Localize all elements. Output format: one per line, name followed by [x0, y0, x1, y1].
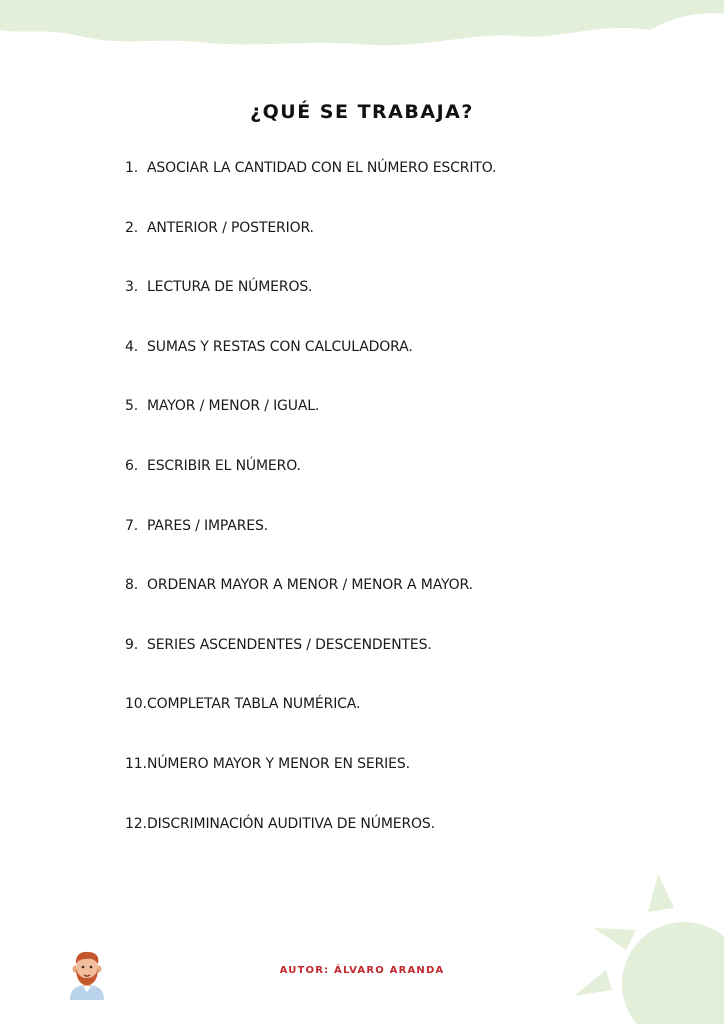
item-number: 3. [125, 279, 139, 296]
item-number: 12. [125, 815, 147, 832]
author-credit: AUTOR: ÁLVARO ARANDA [279, 965, 445, 976]
item-number: 9. [125, 636, 139, 653]
list-item [125, 398, 496, 458]
item-text: ASOCIAR LA CANTIDAD CON EL NÚMERO ESCRITO. [147, 160, 497, 176]
topic-list [125, 160, 496, 875]
item-number: 4. [125, 338, 139, 355]
item-text: LECTURA DE NÚMEROS. [147, 279, 313, 296]
item-number: 6. [125, 457, 139, 474]
cloud-decoration [0, 0, 724, 60]
item-number: 10. [125, 696, 147, 713]
list-item [125, 816, 496, 876]
item-text: ANTERIOR / POSTERIOR. [147, 219, 314, 236]
list-item [125, 696, 496, 756]
list-item [125, 458, 496, 518]
list-item [125, 220, 496, 280]
item-number: 11. [125, 755, 147, 772]
list-item [125, 637, 496, 697]
item-text: ORDENAR MAYOR A MENOR / MENOR A MAYOR. [147, 577, 473, 594]
sun-decoration-icon [574, 874, 724, 1024]
item-number: 7. [125, 517, 139, 534]
item-number: 8. [125, 577, 139, 594]
item-text: SUMAS Y RESTAS CON CALCULADORA. [147, 338, 413, 355]
list-item [125, 756, 496, 816]
list-item [125, 160, 496, 220]
page-title: ¿QUÉ SE TRABAJA? [250, 100, 474, 123]
list-item [125, 279, 496, 339]
item-number: 2. [125, 219, 139, 236]
item-number: 1. [125, 160, 139, 176]
item-number: 5. [125, 398, 139, 415]
item-text: SERIES ASCENDENTES / DESCENDENTES. [147, 636, 432, 653]
item-text: NÚMERO MAYOR Y MENOR EN SERIES. [147, 755, 410, 772]
item-text: MAYOR / MENOR / IGUAL. [147, 398, 320, 415]
list-item [125, 339, 496, 399]
item-text: COMPLETAR TABLA NUMÉRICA. [147, 696, 361, 713]
item-text: DISCRIMINACIÓN AUDITIVA DE NÚMEROS. [147, 815, 435, 832]
list-item [125, 577, 496, 637]
item-text: ESCRIBIR EL NÚMERO. [147, 457, 301, 474]
item-text: PARES / IMPARES. [147, 517, 269, 534]
list-item [125, 518, 496, 578]
